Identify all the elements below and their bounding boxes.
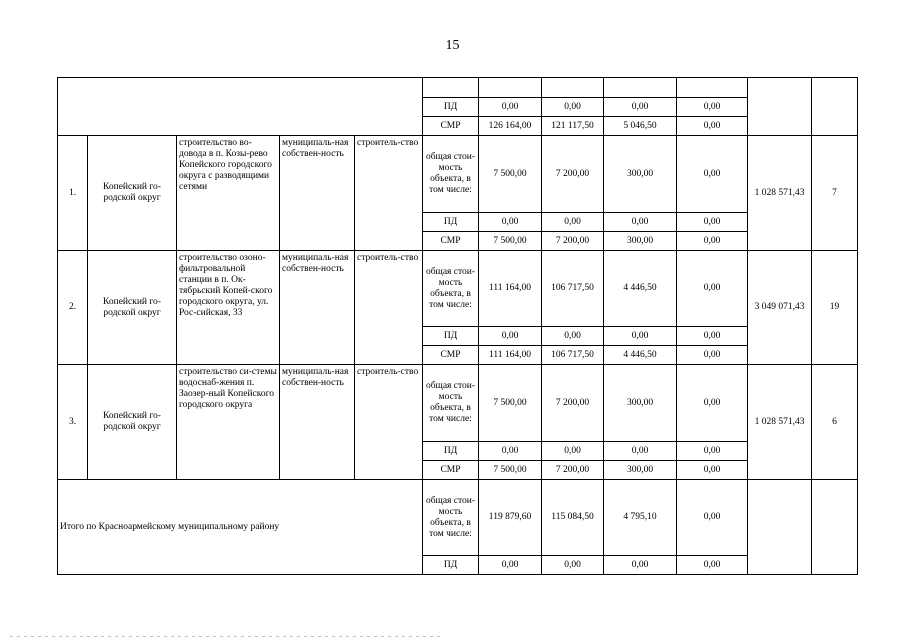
work-type: строитель-ство [355,136,423,251]
object-name: строительство во-довода в п. Козы-рево Копейского городского округа с разводящими сетями [177,136,280,251]
municipality: Копейский го-родской округ [88,365,177,480]
work-type: строитель-ство [355,365,423,480]
ownership: муниципаль-ная собствен-ность [280,251,355,365]
table-row: ПД 0,00 0,00 0,00 0,00 [58,442,858,461]
summary-row: ПД 0,00 0,00 0,00 0,00 [58,556,858,575]
row-number: 3. [58,365,88,480]
table-row: СМР 7 500,00 7 200,00 300,00 0,00 [58,461,858,480]
total-label: общая стои-мость объекта, в том числе: [423,251,479,327]
scan-artifact [10,636,440,637]
row-number: 2. [58,251,88,365]
municipality: Копейский го-родской округ [88,251,177,365]
table-row: СМР 126 164,00 121 117,50 5 046,50 0,00 [58,117,858,136]
total-label: общая стои-мость объекта, в том числе: [423,480,479,556]
capacity: 3 049 071,43 [748,251,812,365]
municipality: Копейский го-родской округ [88,136,177,251]
summary-row: Итого по Красноармейскому муниципальному району общая стои-мость объекта, в том числе: 119 879,60 115 084,50 4 795,10 0,00 [58,480,858,556]
ownership: муниципаль-ная собствен-ность [280,365,355,480]
table-row: СМР 7 500,00 7 200,00 300,00 0,00 [58,232,858,251]
capacity: 1 028 571,43 [748,365,812,480]
total-label: общая стои-мость объекта, в том числе: [423,365,479,442]
table-row: СМР 111 164,00 106 717,50 4 446,50 0,00 [58,346,858,365]
blank-cell [58,78,423,136]
object-name: строительство озоно-фильтровальной станции в п. Ок-тябрьский Копей-ского городского округа, ул. Рос-сийская, 33 [177,251,280,365]
table-row: ПД 0,00 0,00 0,00 0,00 [58,98,858,117]
table-row: ПД 0,00 0,00 0,00 0,00 [58,327,858,346]
row-number: 1. [58,136,88,251]
object-name: строительство си-стемы водоснаб-жения п. Заозер-ный Копейского городского округа [177,365,280,480]
page-number: 15 [445,38,460,53]
total-label: общая стои-мость объекта, в том числе: [423,136,479,213]
count: 6 [812,365,858,480]
table-row: ПД 0,00 0,00 0,00 0,00 [58,213,858,232]
objects-table [57,77,858,575]
table-row: 2. Копейский го-родской округ строительство озоно-фильтровальной станции в п. Ок-тябрьский Копей-ского городского округа, ул. Рос-сийская, 33 муниципаль-ная собствен-ность строитель-ство общая стои-мость объекта, в том числе: 111 164,00 106 717,50 4 446,50 0,00 3 049 071,43 19 [58,251,858,327]
work-type: строитель-ство [355,251,423,365]
table-row: 3. Копейский го-родской округ строительство си-стемы водоснаб-жения п. Заозер-ный Копейского городского округа муниципаль-ная собствен-ность строитель-ство общая стои-мость объекта, в том числе: 7 500,00 7 200,00 300,00 0,00 1 028 571,43 6 [58,365,858,442]
count: 7 [812,136,858,251]
capacity: 1 028 571,43 [748,136,812,251]
table-row [58,78,858,98]
ownership: муниципаль-ная собствен-ность [280,136,355,251]
table-row: 1. Копейский го-родской округ строительство во-довода в п. Козы-рево Копейского городского округа с разводящими сетями муниципаль-ная собствен-ность строитель-ство общая стои-мость объекта, в том числе: 7 500,00 7 200,00 300,00 0,00 1 028 571,43 7 [58,136,858,213]
count: 19 [812,251,858,365]
summary-label: Итого по Красноармейскому муниципальному району [58,480,423,575]
